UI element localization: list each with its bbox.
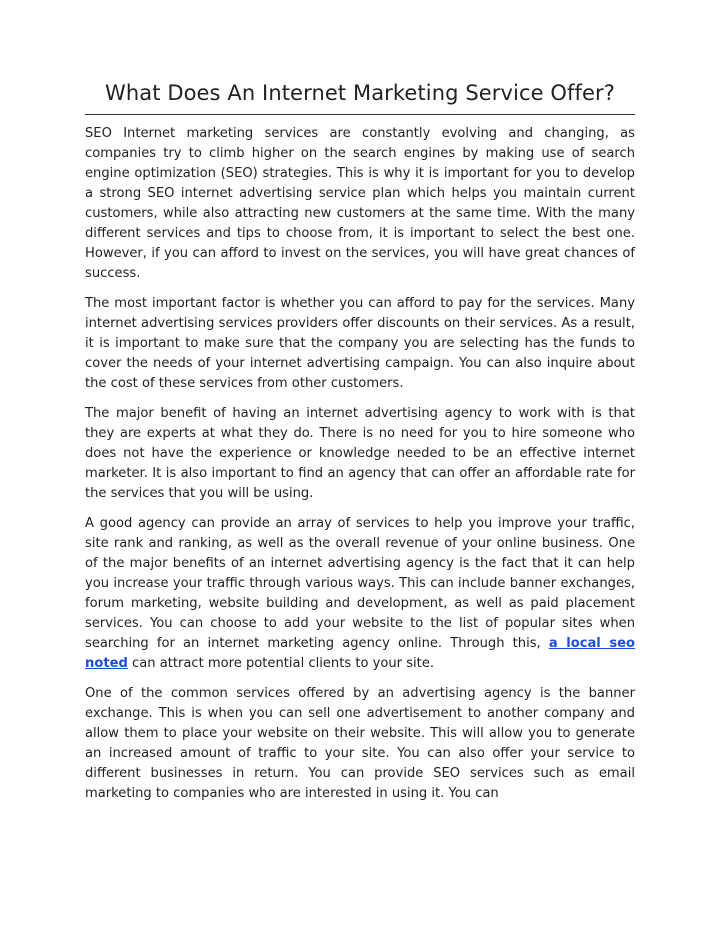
local-seo-link[interactable]: a local seo noted — [85, 636, 635, 671]
paragraph-1: SEO Internet marketing services are constantly evolving and changing, as companies try to climb higher on the search engines by making use of search engine optimization (SEO) strategies. This is why it is important for you to develop a strong SEO internet advertising service plan which helps you maintain current customers, while also attracting new customers at the same time. With the many different services and tips to choose from, it is important to select the best one. However, if you can afford to invest on the services, you will have great chances of success. — [85, 126, 635, 281]
document-page — [85, 78, 635, 814]
paragraph-3: The major benefit of having an internet advertising agency to work with is that they are experts at what they do. There is no need for you to hire someone who does not have the experience or knowledge needed to be an effective internet marketer. It is also important to find an agency that can offer an affordable rate for the services that you will be using. — [85, 406, 635, 501]
paragraph-4 — [85, 514, 635, 674]
document-body — [85, 124, 635, 804]
paragraph-2: The most important factor is whether you can afford to pay for the services. Many internet advertising services providers offer discounts on their services. As a result, it is important to make sure that the company you are selecting has the funds to cover the needs of your internet advertising campaign. You can also inquire about the cost of these services from other customers. — [85, 296, 635, 391]
title-divider — [85, 114, 635, 115]
paragraph-5: One of the common services offered by an advertising agency is the banner exchange. This is when you can sell one advertisement to another company and allow them to place your website on their website. This will allow you to generate an increased amount of traffic to your site. You can also offer your service to different businesses in return. You can provide SEO services such as email marketing to companies who are interested in using it. You can — [85, 686, 635, 801]
paragraph-4-text-after: can attract more potential clients to your site. — [127, 656, 435, 671]
paragraph-4-text-before: A good agency can provide an array of services to help you improve your traffic, site rank and ranking, as well as the overall revenue of your online business. One of the major benefits of an internet advertising agency is the fact that it can help you increase your traffic through various ways. This can include banner exchanges, forum marketing, website building and development, as well as paid placement services. You can choose to add your website to the list of popular sites when searching for an internet marketing agency online. Through this, — [85, 516, 635, 651]
page-title: What Does An Internet Marketing Service Offer? — [104, 81, 616, 105]
